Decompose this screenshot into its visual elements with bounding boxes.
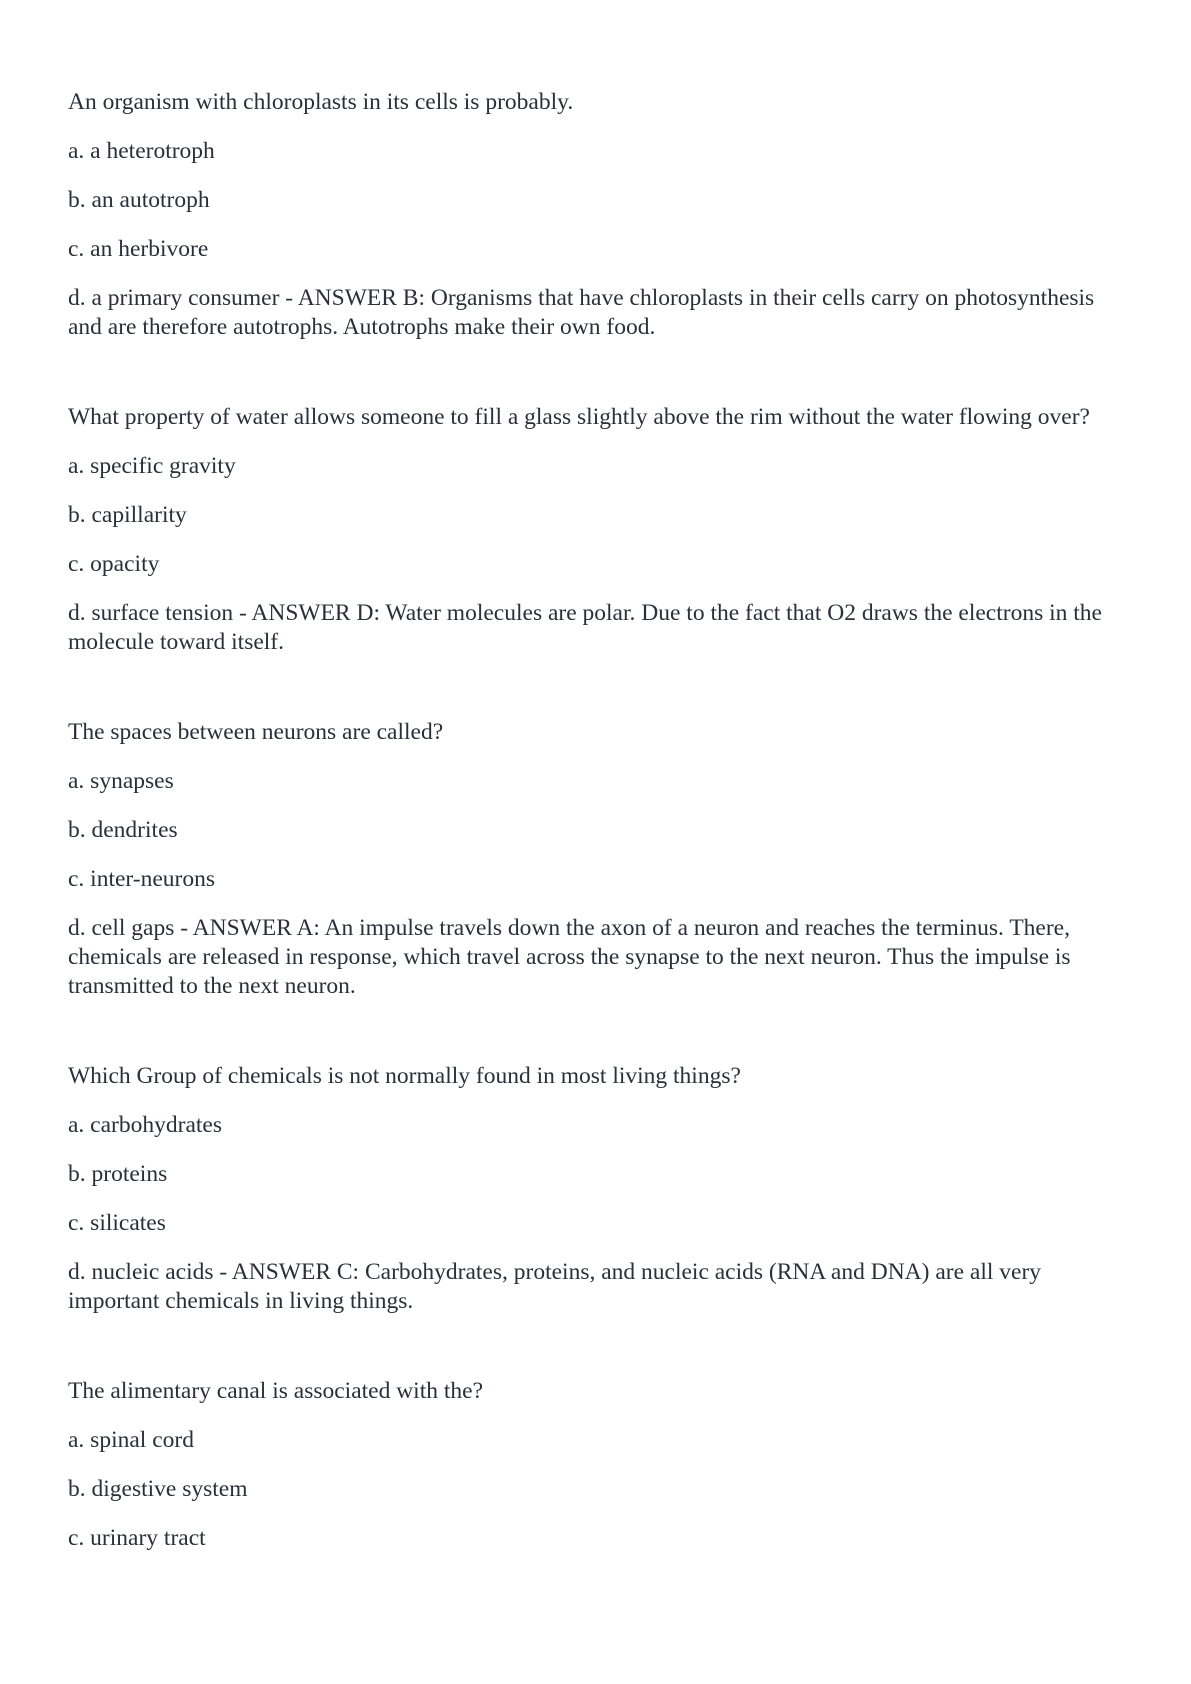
option-b: b. capillarity xyxy=(68,502,187,528)
document-page xyxy=(68,88,1128,1614)
option-c: c. an herbivore xyxy=(68,236,209,262)
question-block-5 xyxy=(68,1377,1128,1553)
option-b: b. dendrites xyxy=(68,817,178,843)
option-c: c. silicates xyxy=(68,1210,166,1236)
question-block-4 xyxy=(68,1062,1128,1316)
option-a: a. synapses xyxy=(68,768,174,794)
option-d-answer: d. surface tension - ANSWER D: Water molecules are polar. Due to the fact that O2 draws the electrons in the molecule toward itself. xyxy=(68,600,1102,655)
option-c: c. inter-neurons xyxy=(68,866,216,892)
question-block-2 xyxy=(68,403,1128,657)
option-c: c. urinary tract xyxy=(68,1525,206,1551)
option-d-answer: d. a primary consumer - ANSWER B: Organisms that have chloroplasts in their cells carry on photosynthesis and are therefore autotrophs. Autotrophs make their own food. xyxy=(68,285,1095,340)
question-text: What property of water allows someone to fill a glass slightly above the rim without the water flowing over? xyxy=(68,404,1090,430)
option-a: a. carbohydrates xyxy=(68,1112,222,1138)
question-text: The spaces between neurons are called? xyxy=(68,719,444,745)
option-b: b. an autotroph xyxy=(68,187,210,213)
question-text: The alimentary canal is associated with the? xyxy=(68,1378,484,1404)
option-d-answer: d. nucleic acids - ANSWER C: Carbohydrates, proteins, and nucleic acids (RNA and DNA) are all very important chemicals in living things. xyxy=(68,1259,1042,1314)
option-a: a. specific gravity xyxy=(68,453,236,479)
question-text: An organism with chloroplasts in its cells is probably. xyxy=(68,89,574,115)
option-b: b. digestive system xyxy=(68,1476,248,1502)
option-a: a. spinal cord xyxy=(68,1427,194,1453)
question-block-3 xyxy=(68,718,1128,1001)
question-block-1 xyxy=(68,88,1128,342)
option-b: b. proteins xyxy=(68,1161,168,1187)
option-a: a. a heterotroph xyxy=(68,138,215,164)
option-c: c. opacity xyxy=(68,551,160,577)
option-d-answer: d. cell gaps - ANSWER A: An impulse travels down the axon of a neuron and reaches the terminus. There, chemicals are released in response, which travel across the synapse to the next neuron. Thus the impulse is transmitted to the next neuron. xyxy=(68,915,1071,999)
question-text: Which Group of chemicals is not normally found in most living things? xyxy=(68,1063,741,1089)
